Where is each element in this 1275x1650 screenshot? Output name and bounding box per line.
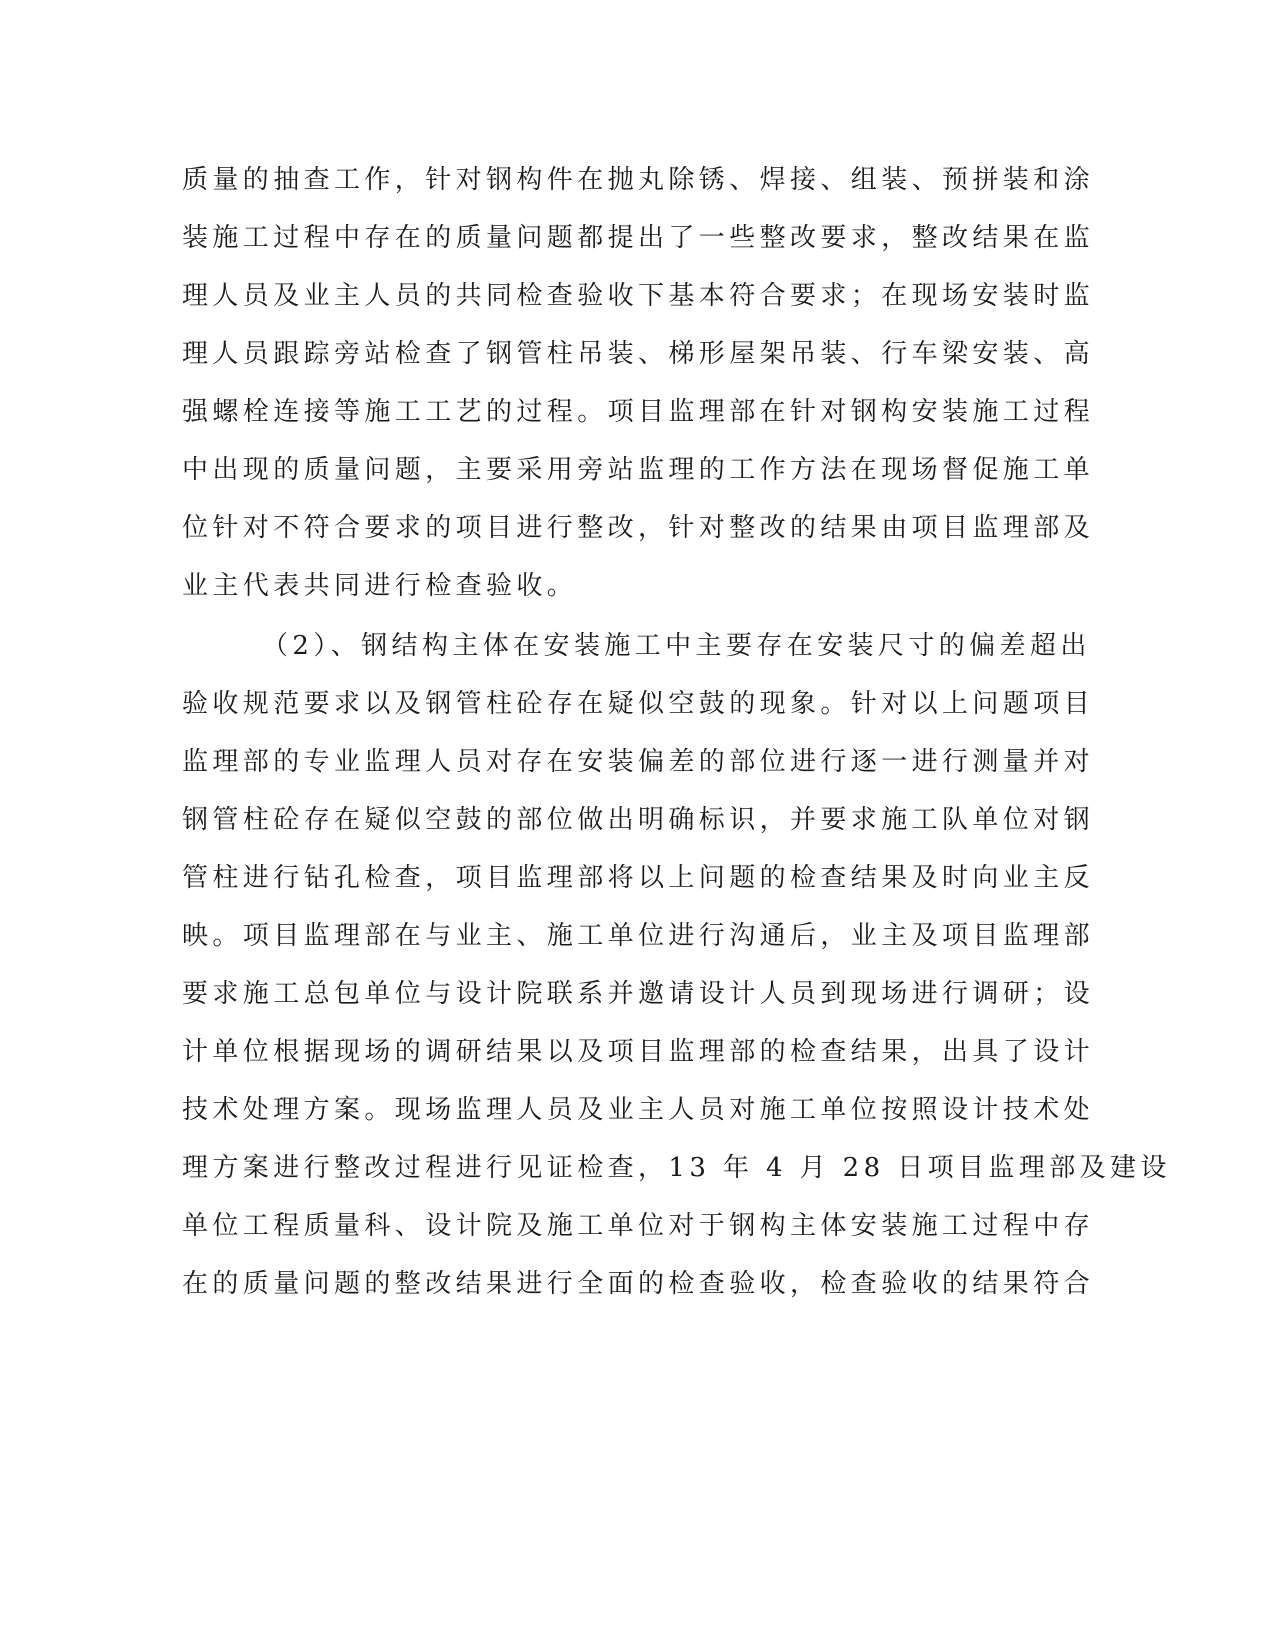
paragraph-1-line-1: 质量的抽查工作，针对钢构件在抛丸除锈、焊接、组装、预拼装和涂 [182, 165, 1095, 195]
paragraph-2-line-1: （2）、钢结构主体在安装施工中主要存在安装尺寸的偏差超出 [262, 631, 1091, 661]
paragraph-2-line-6: 映。项目监理部在与业主、施工单位进行沟通后，业主及项目监理部 [182, 921, 1095, 951]
paragraph-2-line-12: 在的质量问题的整改结果进行全面的检查验收，检查验收的结果符合 [182, 1269, 1095, 1299]
paragraph-1-line-8: 业主代表共同进行检查验收。 [182, 571, 578, 601]
paragraph-2-line-7: 要求施工总包单位与设计院联系并邀请设计人员到现场进行调研；设 [182, 979, 1095, 1009]
paragraph-1-line-4: 理人员跟踪旁站检查了钢管柱吊装、梯形屋架吊装、行车梁安装、高 [182, 339, 1095, 369]
paragraph-2-line-9: 技术处理方案。现场监理人员及业主人员对施工单位按照设计技术处 [182, 1095, 1095, 1125]
paragraph-2-line-2: 验收规范要求以及钢管柱砼存在疑似空鼓的现象。针对以上问题项目 [182, 689, 1095, 719]
paragraph-1-line-3: 理人员及业主人员的共同检查验收下基本符合要求；在现场安装时监 [182, 281, 1095, 311]
paragraph-1-line-7: 位针对不符合要求的项目进行整改，针对整改的结果由项目监理部及 [182, 513, 1095, 543]
paragraph-2-line-10: 理方案进行整改过程进行见证检查，13 年 4 月 28 日项目监理部及建设 [182, 1153, 1171, 1183]
paragraph-2-line-11: 单位工程质量科、设计院及施工单位对于钢构主体安装施工过程中存 [182, 1211, 1095, 1241]
paragraph-2-line-5: 管柱进行钻孔检查，项目监理部将以上问题的检查结果及时向业主反 [182, 863, 1095, 893]
paragraph-1-line-2: 装施工过程中存在的质量问题都提出了一些整改要求，整改结果在监 [182, 223, 1095, 253]
paragraph-2-line-3: 监理部的专业监理人员对存在安装偏差的部位进行逐一进行测量并对 [182, 747, 1095, 777]
paragraph-1-line-5: 强螺栓连接等施工工艺的过程。项目监理部在针对钢构安装施工过程 [182, 397, 1095, 427]
paragraph-1-line-6: 中出现的质量问题，主要采用旁站监理的工作方法在现场督促施工单 [182, 455, 1095, 485]
paragraph-2-line-8: 计单位根据现场的调研结果以及项目监理部的检查结果，出具了设计 [182, 1037, 1095, 1067]
paragraph-2-line-4: 钢管柱砼存在疑似空鼓的部位做出明确标识，并要求施工队单位对钢 [182, 805, 1095, 835]
